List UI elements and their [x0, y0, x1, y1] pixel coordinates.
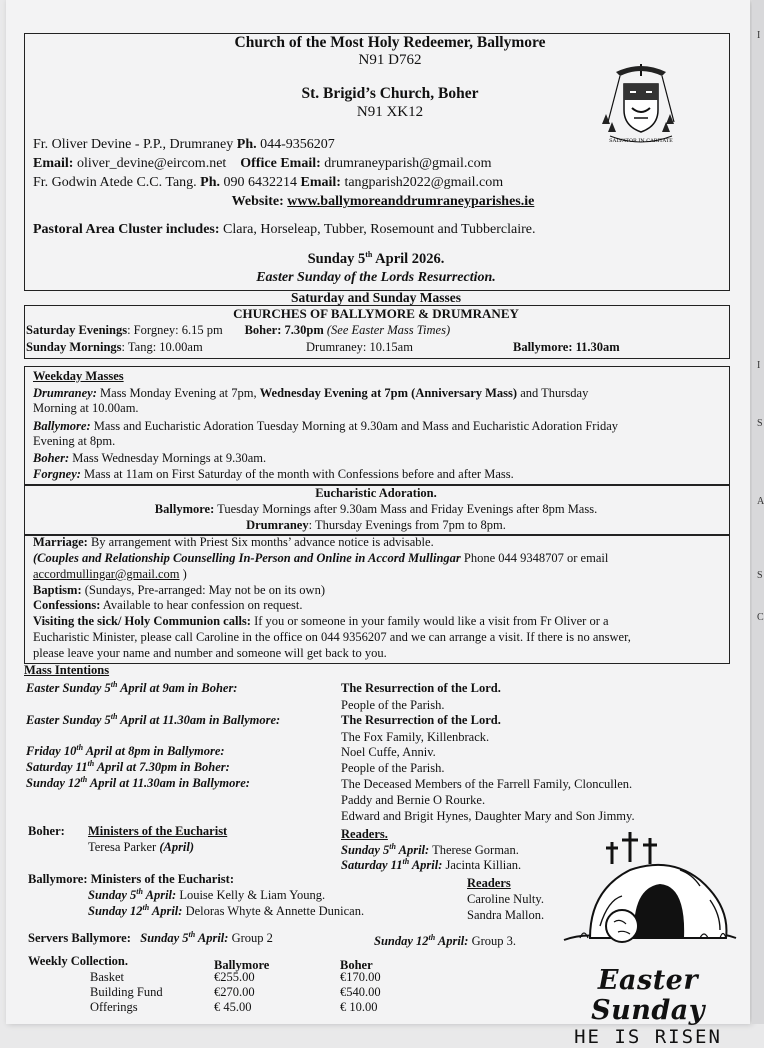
church-title-boher: St. Brigid’s Church, Boher: [301, 85, 479, 102]
easter-sunday-script: Easter Sunday: [591, 965, 705, 1026]
intention-for: Edward and Brigit Hynes, Daughter Mary and Son Jimmy.: [341, 809, 635, 823]
marriage-line: Marriage: By arrangement with Priest Six months’ advance notice is advisable.: [33, 535, 434, 549]
ballymore-reader-2: Sandra Mallon.: [467, 908, 545, 922]
ballymore-reader-1: Caroline Nulty.: [467, 892, 544, 906]
contact-line-3: Fr. Godwin Atede C.C. Tang. Ph. 090 6432214 Email: tangparish2022@gmail.com: [33, 175, 504, 190]
weekday-drumraney: Drumraney: Mass Monday Evening at 7pm, Wednesday Evening at 7pm (Anniversary Mass) and Thursday: [33, 386, 589, 400]
sunday-date: Sunday 5th April 2026.: [307, 250, 445, 267]
easter-sunday-banner: [558, 966, 738, 1048]
ballymore-ministers-heading: Ballymore: Ministers of the Eucharist:: [28, 872, 234, 886]
intention-when-sup: th: [76, 742, 84, 752]
website-link[interactable]: www.ballymoreanddrumraneyparishes.ie: [287, 194, 535, 209]
confessions-line: Confessions: Available to hear confession on request.: [33, 598, 303, 612]
visiting-line-2: Eucharistic Minister, please call Caroline in the office on 044 9356207 and we can arrange a visit. If there is no answer,: [33, 630, 631, 644]
he-is-risen: HE IS RISEN: [574, 1026, 722, 1048]
next-page-edge: [752, 0, 764, 1024]
weekday-heading: Weekday Masses: [33, 369, 124, 383]
intention-when: [26, 776, 250, 791]
easter-subtitle: Easter Sunday of the Lords Resurrection.: [256, 270, 496, 285]
visiting-line-3: please leave your name and number and someone will get back to you.: [33, 646, 387, 660]
baptism-line: Baptism: (Sundays, Pre-arranged: May not be on its own): [33, 583, 325, 597]
ballymore-minister-1: Sunday 5th April: Louise Kelly & Liam Young.: [88, 886, 326, 902]
collection-row-label: Basket: [90, 970, 125, 984]
eircode-ballymore: N91 D762: [358, 52, 422, 68]
accord-email-link[interactable]: accordmullingar@gmail.com: [33, 567, 180, 581]
contact-line-1: Fr. Oliver Devine - P.P., Drumraney Ph. 044-9356207: [33, 137, 335, 152]
intention-when-day: Easter Sunday 5: [26, 681, 111, 695]
intention-when: [26, 760, 230, 775]
website-line: Website: www.ballymoreanddrumraneyparishes.ie: [231, 194, 535, 209]
office-email-link[interactable]: drumraneyparish@gmail.com: [324, 156, 492, 171]
intention-when-day: Saturday 11: [26, 760, 88, 774]
svg-text:SALVATOR IN CARITATE: SALVATOR IN CARITATE: [609, 138, 673, 144]
sunday-masses: Sunday Mornings: Tang: 10.00am: [26, 340, 203, 354]
collection-boher-amount: €170.00: [340, 970, 381, 984]
servers-line-2: Sunday 12th April: Group 3.: [374, 932, 517, 948]
intention-when: [26, 681, 237, 696]
collection-row-label: Offerings: [90, 1000, 138, 1014]
intention-when-tail: April at 11.30am in Ballymore:: [117, 713, 281, 727]
email-link-2[interactable]: tangparish2022@gmail.com: [344, 175, 504, 190]
intention-when-sup: th: [80, 774, 88, 784]
contact-line-2: Email: oliver_devine@eircom.net Office Email: drumraneyparish@gmail.com: [33, 156, 492, 171]
edge-glyph: I: [757, 360, 761, 371]
intention-when-tail: April at 11.30am in Ballymore:: [87, 776, 250, 790]
boher-label: Boher:: [28, 824, 65, 838]
masses-heading: Saturday and Sunday Masses: [291, 290, 461, 305]
weekday-drumraney-2: Morning at 10.00am.: [33, 401, 139, 415]
collection-ballymore-amount: € 45.00: [214, 1000, 252, 1014]
edge-glyph: A: [757, 496, 764, 507]
visiting-line: Visiting the sick/ Holy Communion calls: If you or someone in your family would like a visit from Fr Oliver or a: [33, 614, 609, 628]
intention-when-sup: th: [87, 758, 95, 768]
intention-for: People of the Parish.: [341, 761, 445, 775]
saturday-masses: Saturday Evenings: Forgney: 6.15 pm Boher: 7.30pm (See Easter Mass Times): [26, 323, 451, 337]
churches-title: CHURCHES OF BALLYMORE & DRUMRANEY: [233, 306, 519, 321]
collection-boher-amount: € 10.00: [340, 1000, 378, 1014]
intention-when-day: Friday 10: [26, 744, 77, 758]
intention-when-tail: April at 8pm in Ballymore:: [83, 744, 225, 758]
cluster-line: Pastoral Area Cluster includes: Clara, Horseleap, Tubber, Rosemount and Tubberclaire.: [33, 222, 536, 237]
empty-tomb-icon: [560, 830, 738, 956]
church-title-ballymore: Church of the Most Holy Redeemer, Ballymore: [234, 34, 546, 51]
edge-glyph: S: [757, 418, 763, 429]
ballymore-readers-heading: Readers: [467, 876, 511, 890]
intention-when-sup: th: [110, 679, 118, 689]
collection-heading: Weekly Collection.: [28, 954, 128, 968]
intention-for: Paddy and Bernie O Rourke.: [341, 793, 486, 807]
eircode-boher: N91 XK12: [356, 104, 424, 120]
intention-for: The Resurrection of the Lord.: [341, 681, 501, 695]
reader-2: Saturday 11th April: Jacinta Killian.: [341, 856, 522, 872]
weekday-forgney: Forgney: Mass at 11am on First Saturday of the month with Confessions before and after Mass.: [33, 467, 514, 481]
boher-ministers-heading: Ministers of the Eucharist: [88, 824, 228, 838]
collection-ballymore-amount: €255.00: [214, 970, 255, 984]
edge-glyph: C: [757, 612, 764, 623]
collection-row-label: Building Fund: [90, 985, 163, 999]
collection-col-ballymore: Ballymore: [214, 958, 270, 972]
sunday-drumraney: Drumraney: 10.15am: [306, 340, 413, 354]
intention-when-sup: th: [110, 711, 118, 721]
weekday-ballymore-2: Evening at 8pm.: [33, 434, 116, 448]
intention-for: Noel Cuffe, Anniv.: [341, 745, 436, 759]
adoration-ballymore: Ballymore: Tuesday Mornings after 9.30am Mass and Friday Evenings after 8pm Mass.: [154, 502, 598, 516]
intentions-heading: Mass Intentions: [24, 663, 110, 677]
intention-when: [26, 713, 280, 728]
adoration-drumraney: Drumraney: Thursday Evenings from 7pm to 8pm.: [246, 518, 506, 532]
email-link-1[interactable]: oliver_devine@eircom.net: [76, 156, 227, 171]
adoration-heading: Eucharistic Adoration.: [315, 486, 437, 500]
readers-heading: Readers.: [341, 827, 388, 841]
coat-of-arms-icon: [596, 62, 686, 146]
intention-when: [26, 744, 225, 759]
accord-email-line: accordmullingar@gmail.com ): [33, 567, 187, 581]
intention-for: People of the Parish.: [341, 698, 445, 712]
collection-boher-amount: €540.00: [340, 985, 381, 999]
weekday-ballymore: Ballymore: Mass and Eucharistic Adoration Tuesday Morning at 9.30am and Mass and Eucharistic Adoration Friday: [33, 419, 618, 433]
sunday-ballymore: Ballymore: 11.30am: [513, 340, 620, 354]
boher-minister: Teresa Parker (April): [88, 840, 195, 854]
reader-1: Sunday 5th April: Therese Gorman.: [341, 841, 519, 857]
edge-glyph: S: [757, 570, 763, 581]
intention-when-tail: April at 9am in Boher:: [117, 681, 238, 695]
intention-for: The Fox Family, Killenbrack.: [341, 730, 490, 744]
intention-when-tail: April at 7.30pm in Boher:: [94, 760, 230, 774]
collection-col-boher: Boher: [340, 958, 373, 972]
intention-when-day: Easter Sunday 5: [26, 713, 111, 727]
weekday-boher: Boher: Mass Wednesday Mornings at 9.30am.: [33, 451, 267, 465]
intention-for: The Deceased Members of the Farrell Family, Cloncullen.: [341, 777, 633, 791]
servers-line: Servers Ballymore: Sunday 5th April: Group 2: [28, 929, 273, 945]
couples-line: (Couples and Relationship Counselling In-Person and Online in Accord Mullingar Phone 044 9348707 or email: [33, 551, 609, 565]
edge-glyph: I: [757, 30, 761, 41]
ballymore-minister-2: Sunday 12th April: Deloras Whyte & Annette Dunican.: [88, 902, 365, 918]
intention-for: The Resurrection of the Lord.: [341, 713, 501, 727]
intention-when-day: Sunday 12: [26, 776, 81, 790]
collection-ballymore-amount: €270.00: [214, 985, 255, 999]
